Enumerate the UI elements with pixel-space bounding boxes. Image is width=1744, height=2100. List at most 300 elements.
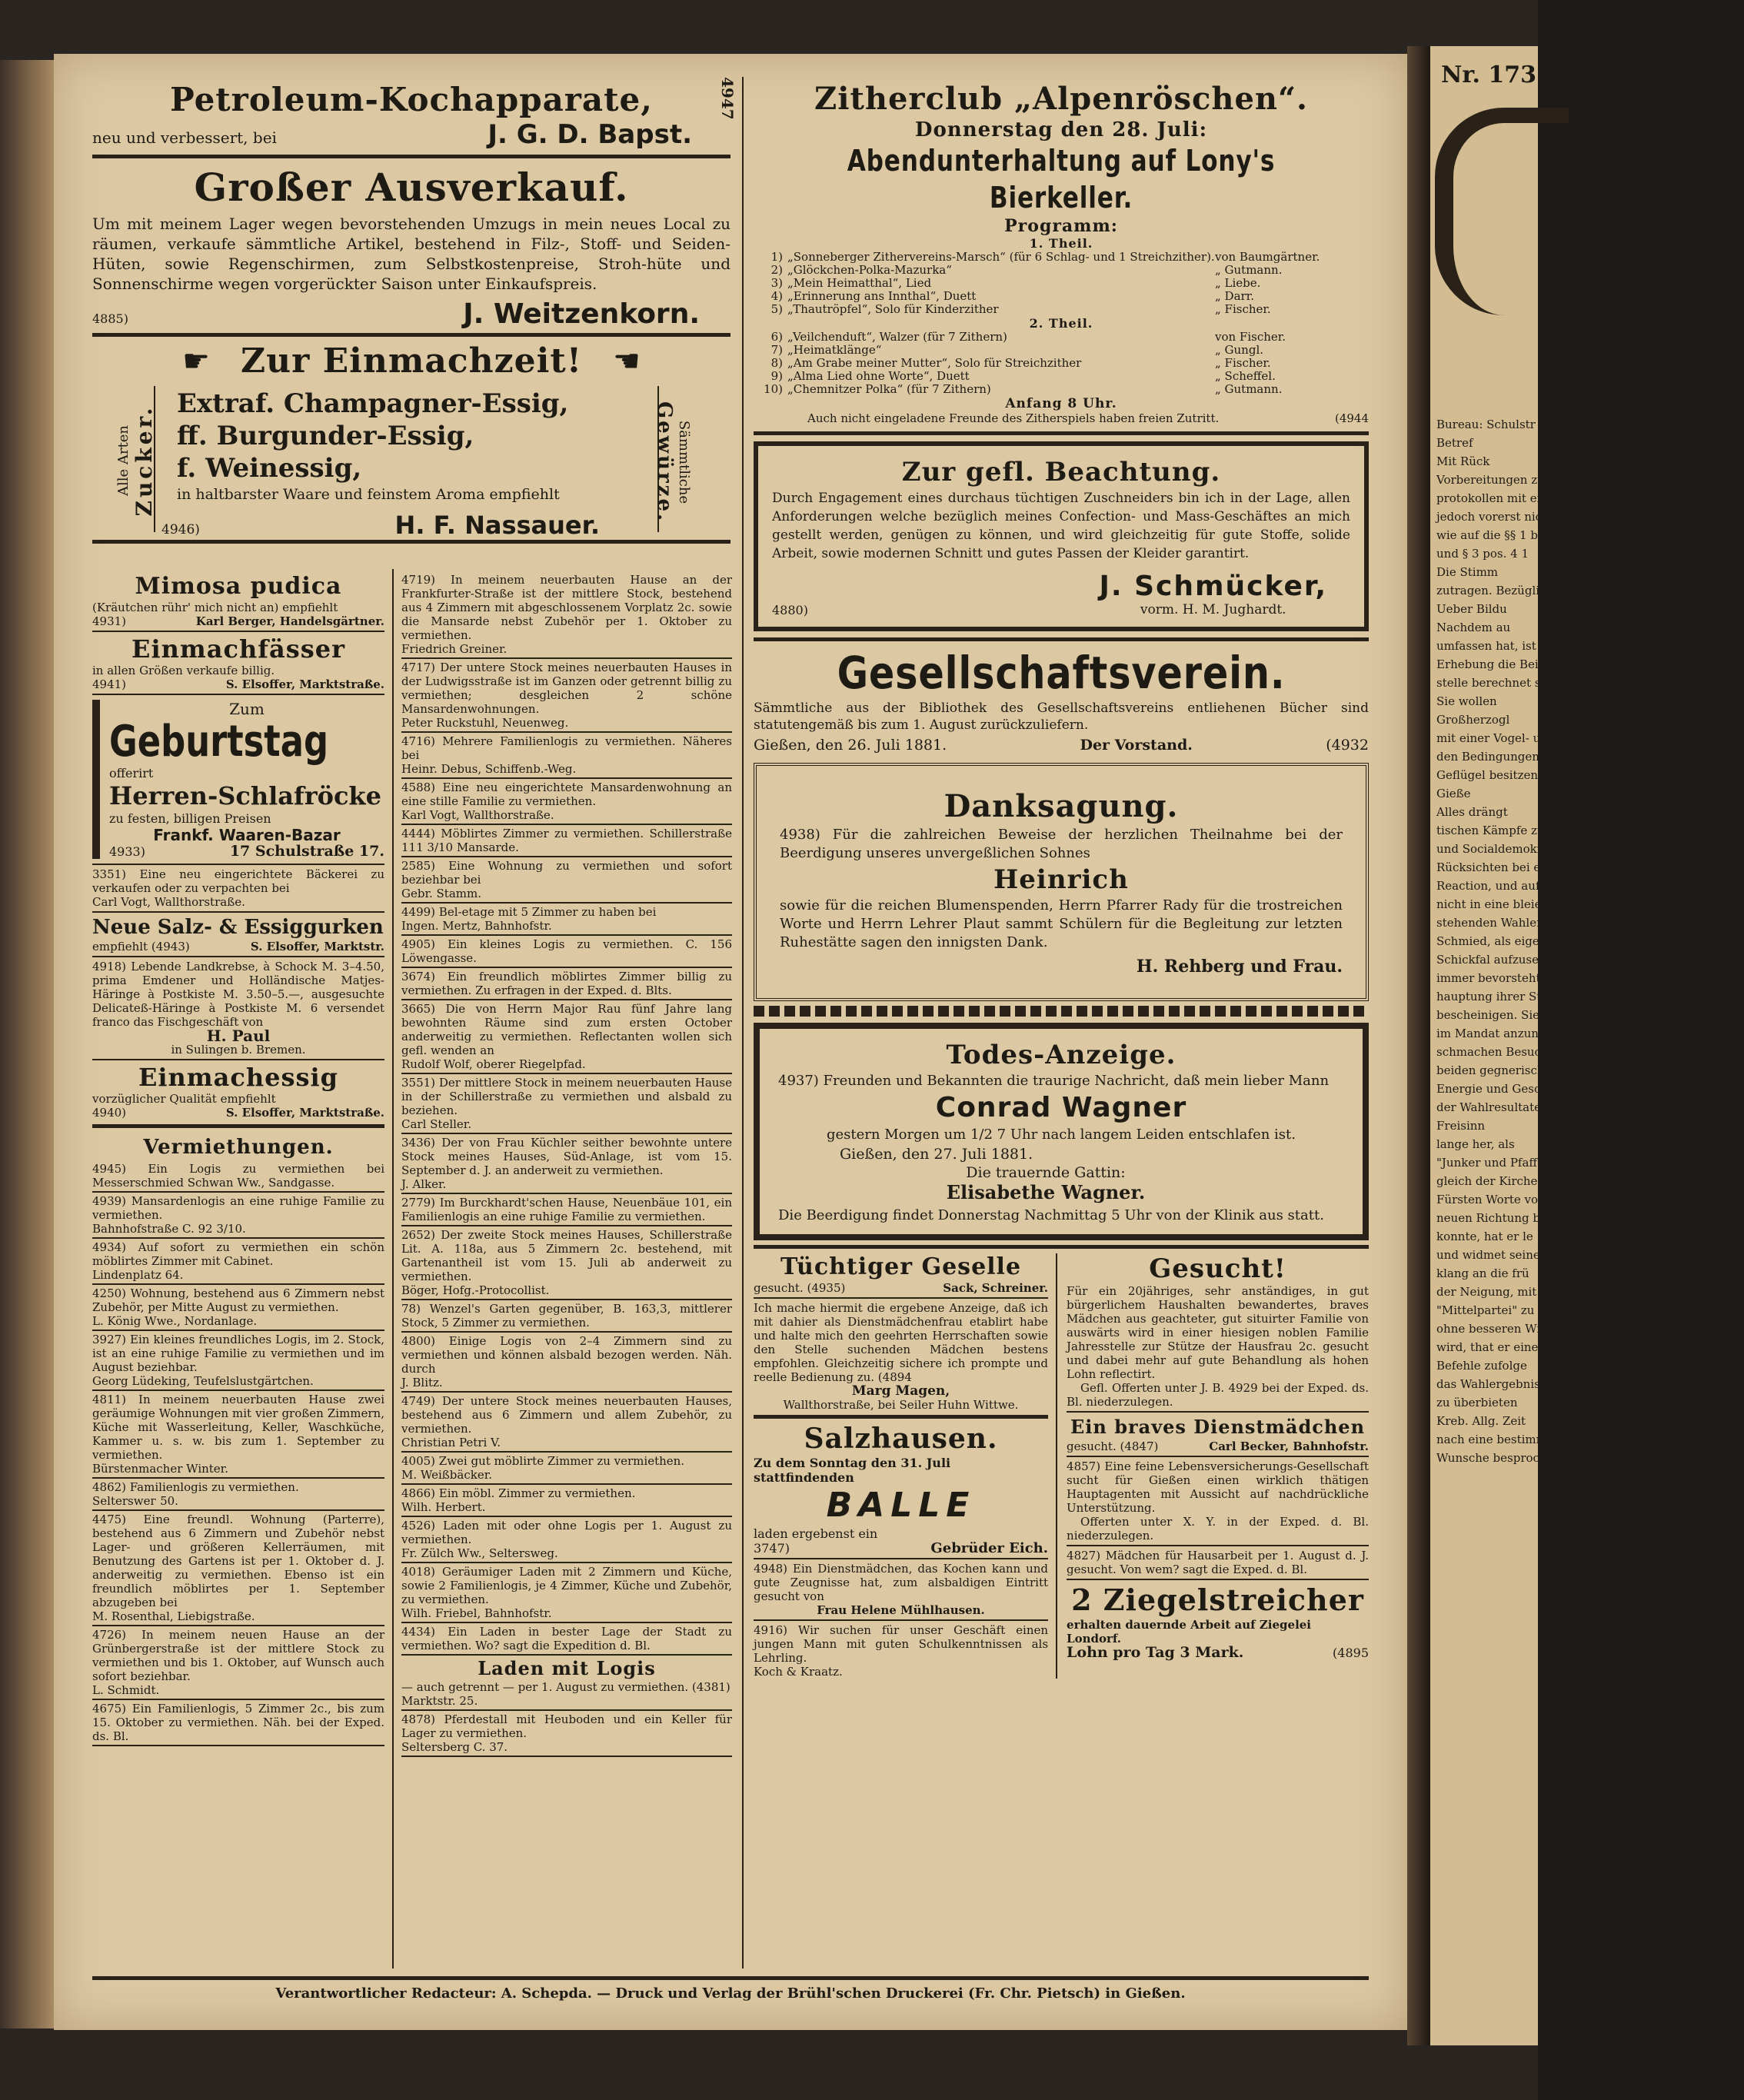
classified-ad-text: 4719) In meinem neuerbauten Hause an der Frankfurter-Straße ist der mittlere Stock, bestehend aus 4 Zimmern mit abgeschlossenem Vorplatz 2c. sowie die Mansarde nebst Zubehör per 1. Oktober zu vermiethen. <box>401 573 732 642</box>
gesellschaft-title: Gesellschaftsverein. <box>837 647 1286 699</box>
rental-ad-firm: M. Rosenthal, Liebigstraße. <box>92 1609 255 1623</box>
muehlhausen-firm: Frau Helene Mühlhausen. <box>817 1603 985 1617</box>
next-page-line: Ueber Bildu <box>1436 602 1507 616</box>
next-page-line: Kreb. Allg. Zeit <box>1436 1414 1526 1428</box>
divider <box>754 1619 1048 1621</box>
classified-ad-text: 78) Wenzel's Garten gegenüber, B. 163,3, mittlerer Stock, 5 Zimmer zu vermiethen. <box>401 1302 732 1330</box>
ad-nassauer <box>92 341 731 540</box>
ad-weitzenkorn-firm: J. Weitzenkorn. <box>463 298 700 330</box>
next-page-line: Befehle zufolge <box>1436 1359 1527 1373</box>
gesellschaft-place: Gießen, den 26. Juli 1881. <box>754 737 947 754</box>
ad-paul-sub: in Sulingen b. Bremen. <box>171 1043 306 1057</box>
rental-ad-text: 4675) Ein Familienlogis, 5 Zimmer 2c., bis zum 15. Oktober zu vermiethen. Näh. bei der Exped. ds. Bl. <box>92 1702 384 1743</box>
divider <box>92 1059 384 1060</box>
program-part-1 <box>754 251 1369 316</box>
rental-ad-text: 4250) Wohnung, bestehend aus 6 Zimmern nebst Zubehör, per Mitte August zu vermiethen. <box>92 1286 384 1314</box>
ad-baeckerei-text: 3351) Eine neu eingerichtete Bäckerei zu verkaufen oder zu verpachten bei <box>92 867 384 895</box>
dienstmaedchen-title: Ein braves Dienstmädchen <box>1070 1416 1366 1438</box>
ad-geburtstag-firm2: 17 Schulstraße 17. <box>229 843 384 860</box>
program-item <box>754 290 1369 303</box>
next-page-line: der Neigung, mit <box>1436 1285 1537 1299</box>
column-3-bottom-left <box>754 1253 1057 1679</box>
classified-ad <box>401 827 732 854</box>
program-item-composer: „ Gungl. <box>1215 343 1264 357</box>
ad-geburtstag-firm1: Frankf. Waaren-Bazar <box>153 826 341 844</box>
classified-ad <box>401 780 732 822</box>
classified-ad-text: 4434) Ein Laden in bester Lage der Stadt zu vermiethen. Wo? sagt die Expedition d. Bl. <box>401 1625 732 1652</box>
divider <box>401 1709 732 1711</box>
program-item-title: „Mein Heimatthal“, Lied <box>787 276 932 290</box>
ad-weitzenkorn <box>92 165 731 330</box>
classified-ad-title: Laden mit Logis <box>478 1657 656 1679</box>
next-page-big-letter <box>1435 108 1569 315</box>
classified-ad-text: 4905) Ein kleines Logis zu vermiethen. C. 156 Löwengasse. <box>401 937 732 965</box>
program-item <box>754 331 1369 344</box>
divider <box>92 1477 384 1479</box>
classified-ad <box>401 1519 732 1560</box>
divider <box>754 431 1369 435</box>
divider <box>754 1558 1048 1559</box>
ad-geburtstag-zum: Zum <box>229 700 265 718</box>
ad-gesellschaftsverein <box>754 646 1369 754</box>
classified-ad-firm: Böger, Hofg.-Protocollist. <box>401 1283 550 1297</box>
ad-gurken-title: Neue Salz- & Essiggurken <box>92 916 384 939</box>
classified-ad-firm: Ingen. Mertz, Bahnhofstr. <box>401 919 552 933</box>
dienstmaedchen-text: gesucht. (4847) <box>1067 1439 1159 1453</box>
next-page-line: der Wahlresultate <box>1436 1100 1542 1114</box>
next-page-line: Nachdem au <box>1436 621 1511 634</box>
todes-text2: gestern Morgen um 1/2 7 Uhr nach langem Leiden entschlafen ist. <box>827 1127 1296 1143</box>
divider <box>92 864 384 865</box>
classified-ad-text: — auch getrennt — per 1. August zu vermiethen. (4381) <box>401 1680 731 1694</box>
newspaper-page <box>54 54 1407 2030</box>
zitherclub-start: Anfang 8 Uhr. <box>1005 396 1117 411</box>
salzhausen-text2: laden ergebenst ein <box>754 1526 878 1541</box>
classified-ad-firm: Karl Vogt, Wallthorstraße. <box>401 808 554 822</box>
ad-danksagung <box>754 763 1369 1001</box>
next-page-line: lange her, als <box>1436 1137 1515 1151</box>
rental-ad <box>92 1702 384 1743</box>
classified-ad-text: 2652) Der zweite Stock meines Hauses, Schillerstraße Lit. A. 118a, aus 5 Zimmern 2c. bestehend, mit Gartenantheil ist vom 15. Juli ab anderweit zu vermiethen. <box>401 1228 732 1283</box>
book-spine <box>0 60 54 2028</box>
rental-ad-firm: Bahnhofstraße C. 92 3/10. <box>92 1222 246 1236</box>
todes-name: Conrad Wagner <box>935 1092 1187 1123</box>
classified-ad-text: 4866) Ein möbl. Zimmer zu vermiethen. <box>401 1486 636 1500</box>
pointing-hand-left-icon: ☛ <box>613 343 641 379</box>
classified-ad-text: 4526) Laden mit oder ohne Logis per 1. August zu vermiethen. <box>401 1519 732 1546</box>
ad-mimosa-firm: Karl Berger, Handelsgärtner. <box>195 614 384 628</box>
next-page-line: Alles drängt <box>1436 805 1508 819</box>
ad-baeckerei-firm: Carl Vogt, Wallthorstraße. <box>92 895 245 909</box>
schmuecker-title: Zur gefl. Beachtung. <box>901 457 1221 488</box>
program-item-composer: „ Fischer. <box>1215 356 1271 370</box>
ad-mimosa-title: Mimosa pudica <box>135 573 342 600</box>
divider <box>92 1699 384 1700</box>
ad-einmachfaesser-title: Einmachfässer <box>131 634 345 664</box>
next-page-line: "Junker und Pfaffe <box>1436 1156 1544 1170</box>
classified-ad <box>401 1625 732 1652</box>
divider <box>92 694 384 695</box>
classified-ad-firm: Wilh. Herbert. <box>401 1500 486 1514</box>
next-page-text <box>1436 415 1744 1467</box>
next-page-header: Nr. 173. <box>1441 62 1545 88</box>
program-item <box>754 303 1369 316</box>
rental-ad-text: 4811) In meinem neuerbauten Hause zwei geräumige Wohnungen mit vier großen Zimmern, Küche mit Wasserleitung, Keller, Waschküche, Kammer u. s. w. bis zum 1. September zu vermiethen. <box>92 1393 384 1462</box>
divider <box>1067 1411 1369 1413</box>
next-page-line: stehenden Wahlen in <box>1436 916 1559 930</box>
ad-nassauer-side-left <box>115 388 157 534</box>
program-item-title: „Glöckchen-Polka-Mazurka“ <box>787 263 952 277</box>
program-item-number: 8) <box>770 356 783 370</box>
classified-ad <box>401 1565 732 1620</box>
classified-ad <box>401 1228 732 1297</box>
ad-geburtstag-title: Geburtstag <box>109 717 329 767</box>
koch-text: 4916) Wir suchen für unser Geschäft einen jungen Mann mit guten Schulkenntnissen als Lehrling. <box>754 1623 1049 1665</box>
next-page-line: Betref <box>1436 436 1473 450</box>
ad-geburtstag <box>92 700 384 859</box>
divider <box>92 1330 384 1331</box>
rental-ad-firm: Georg Lüdeking, Teufelslustgärtchen. <box>92 1374 314 1388</box>
next-page-line: gleich der Kirche <box>1436 1174 1538 1188</box>
program-item-composer: von Baumgärtner. <box>1215 250 1320 264</box>
classified-ad-firm: Fr. Zülch Ww., Seltersweg. <box>401 1546 558 1560</box>
rental-ad-firm: L. König Wwe., Nordanlage. <box>92 1314 258 1328</box>
classified-ad-firm: Rudolf Wolf, oberer Riegelpfad. <box>401 1057 586 1071</box>
todes-title: Todes-Anzeige. <box>946 1040 1177 1070</box>
ad-gurken-firm: S. Elsoffer, Marktstr. <box>250 940 384 953</box>
next-page-line: ohne besseren Wille <box>1436 1322 1555 1336</box>
next-page-line: Erhebung die Beiträ <box>1436 657 1556 671</box>
next-page-line: beiden gegnerischen <box>1436 1063 1559 1077</box>
lebensversicherung-text: 4857) Eine feine Lebensversicherungs-Gesellschaft sucht für Gießen einen wirklich thätigen Hauptagenten mit Aussicht auf nachdrückliche Unterstützung. <box>1067 1459 1369 1515</box>
divider <box>92 956 384 957</box>
next-page-line: "Mittelpartei" zu <box>1436 1303 1535 1317</box>
gesucht-text: Für ein 20jähriges, sehr anständiges, in gut bürgerlichem Haushalten bewandertes, braves Mädchen aus geachteter, gut situirter Familie von auswärts wird in einer hiesigen noblen Familie Jahresstelle zur Stütze der Hausfrau 2c. gesucht und dabei mehr auf gute Behandlung als hohen Lohn reflectirt. <box>1067 1284 1369 1381</box>
classified-ad-text: 4018) Geräumiger Laden mit 2 Zimmern und Küche, sowie 2 Familienlogis, je 4 Zimmer, Küche und Zubehör, zu vermiethen. <box>401 1565 732 1606</box>
divider <box>401 967 732 968</box>
classified-ad-text: 3551) Der mittlere Stock in meinem neuerbauten Hause in der Schillerstraße zu vermiethen und alsbald zu beziehen. <box>401 1076 732 1117</box>
next-page-line: schmachen Besuch <box>1436 1045 1549 1059</box>
classified-ad <box>401 573 732 656</box>
ad-einmachfaesser-text: in allen Größen verkaufe billig. <box>92 664 275 677</box>
next-page-line: Energie und Gesch <box>1436 1082 1549 1096</box>
zitherclub-part1: 1. Theil. <box>1029 236 1093 251</box>
salzhausen-text: Zu dem Sonntag den 31. Juli stattfindenden <box>754 1456 951 1485</box>
classified-ad-firm: J. Alker. <box>401 1177 447 1191</box>
divider <box>401 1451 732 1453</box>
divider <box>401 777 732 779</box>
page-number: 4947 <box>718 77 737 120</box>
ad-nassauer-side-right-b: Gewürze. <box>653 401 676 524</box>
classified-ad <box>401 1454 732 1482</box>
ad-bapst-title: Petroleum-Kochapparate, <box>170 81 653 118</box>
rental-ad-firm: Bürstenmacher Winter. <box>92 1462 228 1476</box>
footer-imprint: Verantwortlicher Redacteur: A. Schepda. — Druck und Verlag der Brühl'schen Druckerei (Fr. Chr. Pietsch) in Gießen. <box>275 1985 1186 2002</box>
zitherclub-note: Auch nicht eingeladene Freunde des Zitherspiels haben freien Zutritt. <box>807 411 1220 425</box>
ad-geselle <box>754 1253 1048 1295</box>
program-item-number: 7) <box>770 343 783 357</box>
ad-nassauer-num: 4946) <box>161 522 200 537</box>
vermiethungen-list <box>92 1162 384 1746</box>
ad-nassauer-side-left-a: Alle Arten <box>115 425 131 496</box>
program-item <box>754 277 1369 290</box>
divider <box>92 1191 384 1193</box>
ad-bapst-sub: neu und verbessert, bei <box>92 128 277 147</box>
next-page-line: Mit Rück <box>1436 454 1490 468</box>
ad-nassauer-side-right <box>653 389 692 535</box>
divider <box>401 657 732 659</box>
salzhausen-big: BALLE <box>826 1486 976 1525</box>
program-item-title: „Am Grabe meiner Mutter“, Solo für Streichzither <box>787 356 1082 370</box>
ad-nassauer-line4: in haltbarster Waare und feinstem Aroma empfiehlt <box>177 486 560 503</box>
classified-ad-firm: J. Blitz. <box>401 1376 443 1389</box>
program-item-composer: „ Fischer. <box>1215 302 1271 316</box>
ziegelstreicher-text: erhalten dauernde Arbeit auf Ziegelei Londorf. <box>1067 1618 1312 1646</box>
classified-ad-firm: Peter Ruckstuhl, Neuenweg. <box>401 716 569 730</box>
next-page-line: konnte, hat er le <box>1436 1230 1533 1243</box>
column-1 <box>92 573 384 1748</box>
classified-ad-firm: Heinr. Debus, Schiffenb.-Weg. <box>401 762 577 776</box>
ad-gurken-text: empfiehlt (4943) <box>92 940 190 953</box>
program-item-composer: von Fischer. <box>1215 330 1286 344</box>
ad-gurken <box>92 915 384 953</box>
next-page-line: wird, that er eine <box>1436 1340 1539 1354</box>
divider <box>401 824 732 825</box>
classified-ad-text: 4005) Zwei gut möblirte Zimmer zu vermiethen. <box>401 1454 685 1468</box>
ad-nassauer-line3: f. Weinessig, <box>177 453 362 484</box>
next-page-line: und widmet seine <box>1436 1248 1540 1262</box>
ad-einmachessig-firm: S. Elsoffer, Marktstraße. <box>225 1106 384 1120</box>
next-page-line: das Wahlergebnis <box>1436 1377 1540 1391</box>
next-page-line: Schickfal aufzuser <box>1436 953 1545 967</box>
ad-einmachessig <box>92 1063 384 1120</box>
divider <box>401 731 732 733</box>
next-page-line: im Mandat anzunel <box>1436 1027 1549 1040</box>
koch-firm: Koch & Kraatz. <box>754 1665 843 1679</box>
program-part-2 <box>754 331 1369 396</box>
pointing-hand-icon: ☛ <box>182 343 210 379</box>
ad-schmuecker <box>754 441 1369 631</box>
classified-ad <box>401 1334 732 1389</box>
program-item-title: „Veilchenduft“, Walzer (für 7 Zithern) <box>787 330 1007 344</box>
classified-ad <box>401 1302 732 1330</box>
classified-ad <box>401 1394 732 1449</box>
ad-zitherclub <box>754 81 1369 425</box>
ad-mimosa-text: (Kräutchen rühr' mich nicht an) empfiehlt <box>92 601 338 614</box>
classified-ad-text: 4800) Einige Logis von 2–4 Zimmern sind zu vermiethen und können alsbald bezogen werden. Näh. durch <box>401 1334 732 1376</box>
classified-ad-text: 3436) Der von Frau Küchler seither bewohnte untere Stock meines Hauses, Süd-Anlage, ist vom 15. September d. J. an anderweit zu vermiethen. <box>401 1136 732 1177</box>
next-page-line: nicht in eine bleier <box>1436 897 1547 911</box>
next-page-line: tischen Kämpfe zu r <box>1436 824 1554 837</box>
divider <box>401 1225 732 1226</box>
rental-ad <box>92 1628 384 1697</box>
schmuecker-text: Durch Engagement eines durchaus tüchtigen Zuschneiders bin ich in der Lage, allen Anforderungen welche bezüglich meines Confection- und Mass-Geschäftes an mich gestellt werden, genügen zu können, und wird gleichzeitig für gute Stoffe, solide Arbeit, sowie modernen Schnitt und gutes Passen der Kleider garantirt. <box>772 491 1350 561</box>
divider <box>1067 1579 1369 1580</box>
divider <box>92 1745 384 1746</box>
next-page-line: und § 3 pos. 4 1 <box>1436 547 1529 561</box>
classified-ad-firm: Friedrich Greiner. <box>401 642 508 656</box>
rental-ad-text: 4726) In meinem neuen Hause an der Grünbergerstraße ist der mittlere Stock zu vermiethen und bis 1. Oktober, auf Wunsch auch sofort beziehbar. <box>92 1628 384 1683</box>
classified-ad-text: 4717) Der untere Stock meines neuerbauten Hauses in der Ludwigsstraße ist im Ganzen oder getrennt billig zu vermiethen; desgleichen 2 schöne Mansardenwohnungen. <box>401 661 732 716</box>
column-left-top <box>92 81 731 544</box>
ad-nassauer-title: Zur Einmachzeit! <box>240 341 583 381</box>
rental-ad <box>92 1480 384 1508</box>
divider <box>401 902 732 904</box>
ad-weitzenkorn-title: Großer Ausverkauf. <box>194 165 629 210</box>
program-item-title: „Erinnerung ans Innthal“, Duett <box>787 289 977 303</box>
footer-rule <box>92 1976 1369 1980</box>
schmuecker-num: 4880) <box>772 603 808 617</box>
ad-salzhausen <box>754 1422 1048 1556</box>
todes-text3: Die Beerdigung findet Donnerstag Nachmittag 5 Uhr von der Klinik aus statt. <box>778 1207 1324 1223</box>
next-page-line: bescheinigen. Sie <box>1436 1008 1539 1022</box>
gesellschaft-num: (4932 <box>1326 737 1369 754</box>
program-item-composer: „ Gutmann. <box>1215 263 1283 277</box>
rental-ad-text: 3927) Ein kleines freundliches Logis, im 2. Stock, ist an eine ruhige Familie zu vermiethen und im August beziehbar. <box>92 1333 384 1374</box>
ornament-border <box>754 1006 1369 1017</box>
ad-gesucht <box>1067 1253 1369 1409</box>
next-page-line: Die Stimm <box>1436 565 1499 579</box>
program-item-number: 10) <box>764 382 783 396</box>
ad-weitzenkorn-num: 4885) <box>92 311 128 326</box>
magen-sub: Wallthorstraße, bei Seiler Huhn Wittwe. <box>783 1398 1019 1412</box>
program-item-title: „Chemnitzer Polka“ (für 7 Zithern) <box>787 382 991 396</box>
ad-koch <box>754 1623 1048 1679</box>
column-3 <box>754 81 1369 1679</box>
next-page-line: mit einer Vogel- und <box>1436 731 1556 745</box>
dienstmaedchen-firm: Carl Becker, Bahnhofstr. <box>1209 1439 1369 1453</box>
divider <box>401 1391 732 1393</box>
classified-ad-firm: Marktstr. 25. <box>401 1694 478 1708</box>
divider <box>754 1415 1048 1419</box>
salzhausen-firm: Gebrüder Eich. <box>930 1540 1049 1556</box>
zitherclub-date: Donnerstag den 28. Juli: <box>914 118 1208 141</box>
todes-place: Gießen, den 27. Juli 1881. <box>840 1146 1033 1163</box>
program-item-number: 6) <box>770 330 783 344</box>
next-page-line: jedoch vorerst nicht <box>1436 510 1554 524</box>
next-page-line: immer bevorsteht. <box>1436 971 1545 985</box>
divider <box>401 1756 732 1757</box>
divider <box>401 1622 732 1623</box>
program-item-number: 2) <box>770 263 783 277</box>
program-item <box>754 383 1369 396</box>
ad-paul-firm: H. Paul <box>206 1027 271 1045</box>
classified-ad-firm: Carl Steller. <box>401 1117 472 1131</box>
program-item <box>754 251 1369 264</box>
rental-ad <box>92 1513 384 1623</box>
ad-geburtstag-num: 4933) <box>109 844 145 859</box>
next-page-line: Bureau: Schulstr <box>1436 418 1536 431</box>
next-page-line: Vorbereitungen zu b <box>1436 473 1556 487</box>
todes-text1: 4937) Freunden und Bekannten die traurige Nachricht, daß mein lieber Mann <box>778 1073 1330 1089</box>
next-page-line: Rücksichten bei ein <box>1436 860 1552 874</box>
program-item-composer: „ Scheffel. <box>1215 369 1276 383</box>
next-page-line: stelle berechnet sich <box>1436 676 1559 690</box>
program-item-number: 4) <box>770 289 783 303</box>
next-page-line: Geflügel besitzenden <box>1436 768 1560 782</box>
divider <box>401 1073 732 1074</box>
classified-ad <box>401 1657 732 1708</box>
danksagung-text2: sowie für die reichen Blumenspenden, Herrn Pfarrer Rady für die trostreichen Worte und Herrn Lehrer Plaut sammt Schülern für die Begleitung zur letzten Ruhestätte sagen den innigsten Dank. <box>780 897 1343 950</box>
divider <box>92 1124 384 1128</box>
gesellschaft-firm: Der Vorstand. <box>1080 737 1193 754</box>
classified-ad <box>401 1002 732 1071</box>
schmuecker-firm: J. Schmücker, <box>1099 571 1327 602</box>
ad-ziegelstreicher <box>1067 1582 1369 1660</box>
program-item-number: 3) <box>770 276 783 290</box>
zitherclub-title: Zitherclub „Alpenröschen“. <box>814 81 1308 117</box>
divider <box>401 1193 732 1194</box>
geselle-text: gesucht. (4935) <box>754 1281 846 1295</box>
ziegelstreicher-num: (4895 <box>1333 1646 1369 1660</box>
ad-todesanzeige <box>754 1023 1369 1240</box>
classified-ad-firm: M. Weißbäcker. <box>401 1468 492 1482</box>
next-page-line: protokollen mit einig <box>1436 491 1559 505</box>
geselle-firm: Sack, Schreiner. <box>943 1281 1049 1295</box>
classified-ad-text: 4716) Mehrere Familienlogis zu vermiethen. Näheres bei <box>401 734 732 762</box>
ad-lebensversicherung <box>1067 1459 1369 1543</box>
program-item-title: „Sonneberger Zithervereins-Marsch“ (für 6 Schlag- und 1 Streichzither). <box>787 250 1215 264</box>
todes-sig2: Elisabethe Wagner. <box>946 1181 1146 1203</box>
divider <box>92 1283 384 1285</box>
ad-paul <box>92 960 384 1057</box>
divider <box>401 1654 732 1656</box>
program-item <box>754 264 1369 277</box>
classified-ad <box>401 734 732 776</box>
ad-dienstmaedchen <box>1067 1415 1369 1453</box>
magen-firm: Marg Magen, <box>851 1383 950 1399</box>
danksagung-firm: H. Rehberg und Frau. <box>1136 957 1343 977</box>
divider <box>92 1625 384 1626</box>
program-item-number: 1) <box>770 250 783 264</box>
next-page-line: umfassen hat, ist vo <box>1436 639 1554 653</box>
classified-ad <box>401 970 732 997</box>
ziegelstreicher-title: 2 Ziegelstreicher <box>1071 1582 1364 1617</box>
danksagung-title: Danksagung. <box>944 788 1179 824</box>
ad-einmachessig-text: vorzüglicher Qualität empfiehlt <box>92 1092 276 1106</box>
program-item-title: „Thautröpfel“, Solo für Kinderzither <box>787 302 999 316</box>
classified-ad <box>401 1196 732 1223</box>
divider <box>401 856 732 857</box>
ziegelstreicher-firm: Lohn pro Tag 3 Mark. <box>1067 1644 1244 1661</box>
divider <box>92 155 731 158</box>
program-item <box>754 357 1369 370</box>
classified-ad <box>401 937 732 965</box>
zitherclub-part2: 2. Theil. <box>1029 316 1093 331</box>
ad-geburtstag-text2: zu festen, billigen Preisen <box>109 811 271 826</box>
divider <box>754 1297 1048 1299</box>
classified-ad-text: 4588) Eine neu eingerichtete Mansardenwohnung an eine stille Familie zu vermiethen. <box>401 780 732 808</box>
classified-ad-firm: Wilh. Friebel, Bahnhofstr. <box>401 1606 552 1620</box>
divider <box>401 1299 732 1300</box>
schmuecker-sub: vorm. H. M. Jughardt. <box>1140 602 1286 617</box>
column-3-bottom-right <box>1057 1253 1369 1679</box>
rental-ad-firm: Selterswег 50. <box>92 1494 178 1508</box>
ad-hausarbeit <box>1067 1549 1369 1576</box>
program-item-number: 9) <box>770 369 783 383</box>
column-rule <box>392 569 394 1969</box>
lebensversicherung-text2: Offerten unter X. Y. in der Exped. d. Bl. niederzulegen. <box>1067 1515 1369 1543</box>
classified-ad-text: 2779) Im Burckhardt'schen Hause, Neuenbäue 101, ein Familienlogis an eine ruhige Familie zu vermiethen. <box>401 1196 732 1223</box>
classified-ad-text: 4499) Bel-etage mit 5 Zimmer zu haben bei <box>401 905 657 919</box>
muehlhausen-text: 4948) Ein Dienstmädchen, das Kochen kann und gute Zeugnisse hat, zum alsbaldigen Eintritt gesucht von <box>754 1562 1049 1603</box>
salzhausen-title: Salzhausen. <box>804 1423 998 1455</box>
divider <box>401 1133 732 1134</box>
classified-ad-firm: Gebr. Stamm. <box>401 887 481 900</box>
rental-ad <box>92 1194 384 1236</box>
next-page-line: Schmied, als eigentl <box>1436 934 1556 948</box>
program-item-composer: „ Gutmann. <box>1215 382 1283 396</box>
